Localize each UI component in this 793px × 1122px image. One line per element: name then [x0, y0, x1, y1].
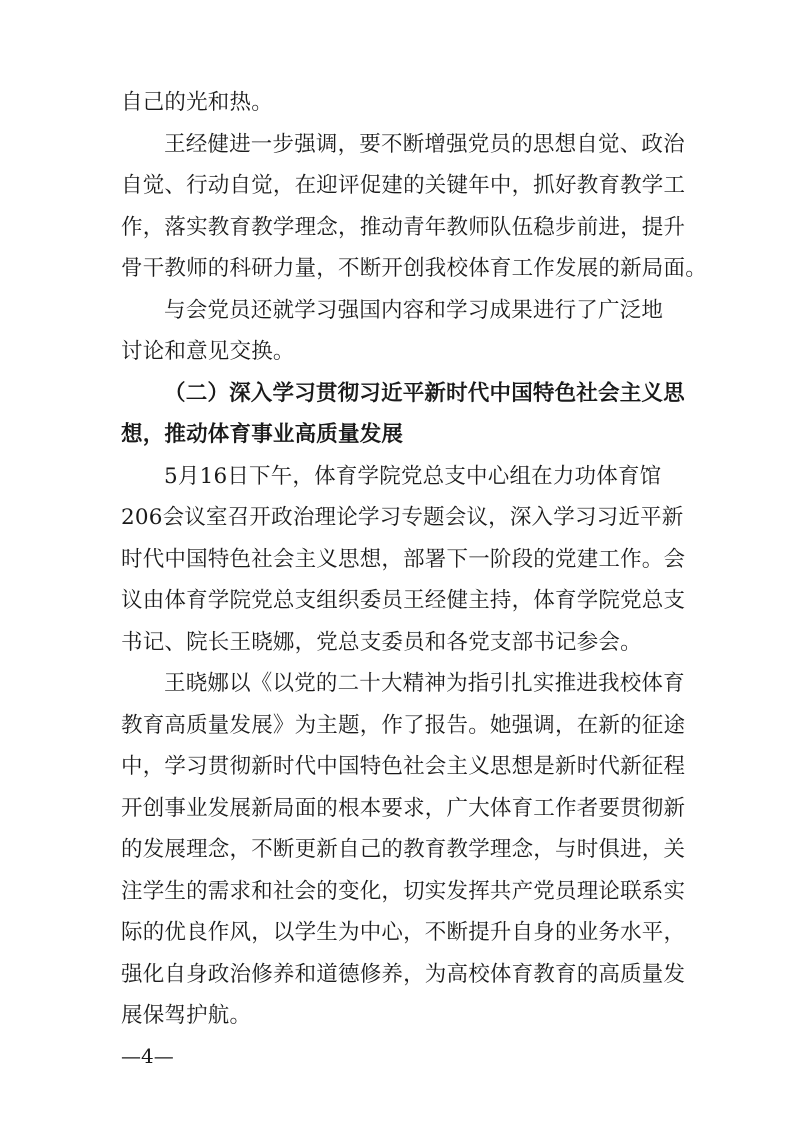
- text-line: 的发展理念，不断更新自己的教育教学理念，与时俱进，关: [121, 837, 686, 862]
- text-line: 讨论和意见交换。: [121, 339, 295, 364]
- text-line: 王经健进一步强调，要不断增强党员的思想自觉、政治: [164, 131, 685, 157]
- text-line: 与会党员还就学习强国内容和学习成果进行了广泛地: [164, 297, 664, 323]
- text-line: 书记、院长王晓娜，党总支委员和各党支部书记参会。: [121, 629, 642, 655]
- text-line: 时代中国特色社会主义思想，部署下一阶段的党建工作。会: [121, 546, 686, 572]
- text-line: 际的优良作风，以学生为中心，不断提升自身的业务水平，: [121, 920, 686, 945]
- text-line: 教育高质量发展》为主题，作了报告。她强调，在新的征途: [121, 712, 686, 738]
- text-line: 骨干教师的科研力量，不断开创我校体育工作发展的新局面。: [121, 256, 707, 281]
- text-line: 中，学习贯彻新时代中国特色社会主义思想是新时代新征程: [121, 754, 686, 779]
- text-line: 5月16日下午，体育学院党总支中心组在力功体育馆: [164, 463, 662, 489]
- text-line: 王晓娜以《以党的二十大精神为指引扎实推进我校体育: [164, 671, 685, 696]
- text-line: 注学生的需求和社会的变化，切实发挥共产党员理论联系实: [121, 878, 686, 904]
- text-line: 自己的光和热。: [121, 90, 273, 115]
- text-line: 强化自身政治修养和道德修养，为高校体育教育的高质量发: [121, 961, 686, 987]
- section-heading: 想，推动体育事业高质量发展: [121, 422, 404, 447]
- text-line: 议由体育学院党总支组织委员王经健主持，体育学院党总支: [121, 588, 686, 613]
- text-line: 展保驾护航。: [121, 1003, 252, 1028]
- section-heading: （二）深入学习贯彻习近平新时代中国特色社会主义思: [164, 380, 685, 406]
- text-line: 开创事业发展新局面的根本要求，广大体育工作者要贯彻新: [121, 795, 686, 821]
- text-line: 作，落实教育教学理念，推动青年教师队伍稳步前进，提升: [121, 214, 686, 240]
- page-number: —4—: [121, 1044, 174, 1068]
- text-line: 自觉、行动自觉，在迎评促建的关键年中，抓好教育教学工: [121, 173, 686, 198]
- text-line: 206会议室召开政治理论学习专题会议，深入学习习近平新: [121, 505, 684, 530]
